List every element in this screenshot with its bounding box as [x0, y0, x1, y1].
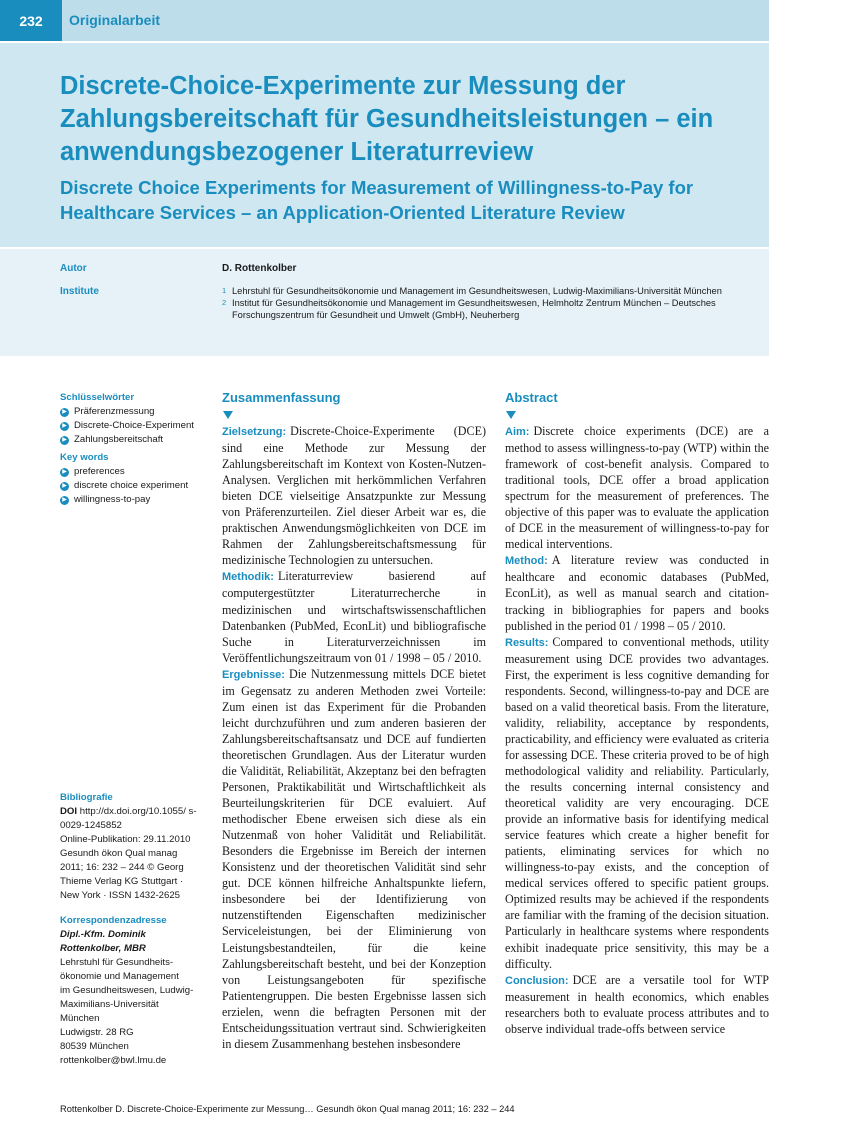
correspondence-name: Dipl.-Kfm. Dominik	[60, 929, 146, 940]
institute-number: 2	[222, 298, 227, 307]
section-text: Discrete-Choice-Experimente (DCE) sind eine Methode zur Messung der Zahlungsbereitschaft im Kontext von Kosten-Nutzen-Analysen. Verglichen mit herkömmlichen Verfahren bieten DCE vielseitige Ansatzpunkte zur Messung von Präferenzurteilen. Ziel dieser Arbeit war es, die praktischen Anwendungsmöglichkeiten von DCE im Rahmen der Zahlungsbereitschaftsmessung für medizinische Technologien zu untersuchen.	[222, 424, 486, 568]
keyword-item: ▶ Zahlungsbereitschaft	[60, 433, 210, 447]
section-text: A literature review was conducted in healthcare and economic databases (PubMed, EconLit), as well as manual search and citation-tracking in bibliographies for papers and books published in the period 01 / 1998 – 05 / 2010.	[505, 553, 769, 633]
keywords-de-heading: Schlüsselwörter	[60, 392, 135, 403]
arrow-bullet-icon: ▶	[60, 468, 69, 477]
keyword-item: ▶ Präferenzmessung	[60, 405, 210, 419]
address-line: im Gesundheitswesen, Ludwig-	[60, 985, 194, 996]
keywords-panel	[60, 391, 210, 507]
institute-item	[222, 286, 762, 298]
section-label: Originalarbeit	[69, 12, 161, 28]
author-name: D. Rottenkolber	[222, 263, 297, 274]
section-label: Method:	[505, 555, 548, 568]
address-line: Maximilians-Universität	[60, 999, 159, 1010]
title-german: Discrete-Choice-Experimente zur Messung der Zahlungsbereitschaft für Gesundheitsleistungen – ein anwendungsbezogener Literaturreview	[60, 72, 714, 166]
title-english: Discrete Choice Experiments for Measurement of Willingness-to-Pay for Healthcare Services – an Application-Oriented Literature Review	[60, 177, 694, 223]
address-line: ökonomie und Management	[60, 971, 179, 982]
section-text: Discrete choice experiments (DCE) are a method to assess willingness-to-pay (WTP) within the framework of cost-benefit analysis. Compared to traditional tools, DCE offer a broad application spectrum for the measurement of preferences. The objective of this paper was to evaluate the application of DCE in the measurement of willingness-to-pay for medical interventions.	[505, 424, 769, 552]
biblio-line: 2011; 16: 232 – 244 © Georg	[60, 862, 184, 873]
section-label: Methodik:	[222, 571, 274, 584]
institute-label: Institute	[60, 286, 99, 297]
section-text: Literaturreview basierend auf computergestützter Literaturrecherche in medizinischen und wirtschaftswissenschaftlichen Datenbanken (PubMed, EconLit) und bibliografische Suche in Literaturverzeichnissen im Veröffentlichungszeitraum von 01 / 1998 – 05 / 2010.	[222, 569, 486, 665]
author-label: Autor	[60, 263, 87, 274]
abstract-column	[505, 390, 769, 1037]
abstract-paragraph	[222, 423, 486, 1052]
email-link[interactable]: rottenkolber@bwl.lmu.de	[60, 1055, 167, 1066]
triangle-down-icon	[223, 411, 233, 419]
keyword-item: ▶ discrete choice experiment	[60, 479, 210, 493]
institute-number: 1	[222, 286, 227, 295]
address-line: 80539 München	[60, 1041, 129, 1052]
section-label: Results:	[505, 636, 549, 649]
section-label: Conclusion:	[505, 974, 569, 987]
correspondence-panel	[60, 914, 210, 1068]
bibliography-panel	[60, 791, 210, 903]
address-line: Lehrstuhl für Gesundheits-	[60, 957, 174, 968]
section-label: Aim:	[505, 426, 530, 438]
biblio-line: Online-Publikation: 29.11.2010	[60, 834, 191, 845]
keyword-item: ▶ Discrete-Choice-Experiment	[60, 419, 210, 433]
biblio-line: Gesundh ökon Qual manag	[60, 848, 178, 859]
correspondence-heading: Korrespondenzadresse	[60, 915, 167, 926]
page-number: 232	[0, 0, 62, 41]
section-label: Zielsetzung:	[222, 426, 287, 438]
abstract-paragraph	[505, 423, 769, 1037]
correspondence-name: Rottenkolber, MBR	[60, 943, 146, 954]
keywords-en-heading: Key words	[60, 452, 109, 463]
biblio-line: New York · ISSN 1432-2625	[60, 890, 180, 901]
zusammenfassung-heading: Zusammenfassung	[222, 390, 341, 405]
keyword-item: ▶ willingness-to-pay	[60, 493, 210, 507]
doi-line: DOI http://dx.doi.org/10.1055/ s-0029-1245852	[60, 806, 197, 831]
page-footer: Rottenkolber D. Discrete-Choice-Experimente zur Messung… Gesundh ökon Qual manag 2011; 16: 232 – 244	[60, 1104, 515, 1114]
section-text: DCE are a versatile tool for WTP measurement in health economics, which enables researchers both to evaluate process attributes and to observe individual trade-offs between service	[505, 972, 769, 1036]
triangle-down-icon	[506, 411, 516, 419]
arrow-bullet-icon: ▶	[60, 436, 69, 445]
arrow-bullet-icon: ▶	[60, 422, 69, 431]
institute-text: Institut für Gesundheitsökonomie und Management im Gesundheitswesen, Helmholtz Zentrum München – Deutsches Forschungszentrum für Gesundheit und Umwelt (GmbH), Neuherberg	[232, 298, 716, 320]
abstract-heading: Abstract	[505, 390, 558, 405]
keyword-item: ▶ preferences	[60, 465, 210, 479]
bibliography-heading: Bibliografie	[60, 792, 113, 803]
section-label: Ergebnisse:	[222, 668, 285, 681]
institute-text: Lehrstuhl für Gesundheitsökonomie und Management im Gesundheitswesen, Ludwig-Maximilians-Universität München	[232, 286, 722, 296]
section-text: Compared to conventional methods, utility measurement using DCE provides two advantages. First, the experiment is less cognitive demanding for respondents. Second, willingness-to-pay and DCE are based on a valid theoretical basis. From the literature, validity, reliability, acceptance by respondents, practicability, and efficiency were evaluated as criteria for assessing DCE. These criteria proved to be of high methodological validity and reliability. Particularly, the results concerning internal consistency and theoretical validity are very encouraging. DCE provide an informative basis for identifying medical service features which create a higher benefit for patients, eliminating services for which no willingness-to-pay exists, and the conception of medical services offered to specific patient groups. Optimized results may be achieved if the respondents are familiar with the framing of the decision situation. Particularly in healthcare systems where respondents exhibit inadequate price sensitivity, this may be a difficulty.	[505, 634, 769, 971]
biblio-line: Thieme Verlag KG Stuttgart ·	[60, 876, 184, 887]
arrow-bullet-icon: ▶	[60, 496, 69, 505]
arrow-bullet-icon: ▶	[60, 482, 69, 491]
institute-item	[222, 298, 762, 321]
arrow-bullet-icon: ▶	[60, 408, 69, 417]
address-line: Ludwigstr. 28 RG	[60, 1027, 134, 1038]
doi-link[interactable]: http://dx.doi.org/10.1055/ s-0029-1245852	[60, 806, 197, 831]
section-text: Die Nutzenmessung mittels DCE bietet im Gegensatz zu anderen Methoden zwei Vorteile: Zum einen ist das Experiment für die Probanden leicht durchzuführen und zum anderen basieren der Zahlungsbereitschaftsansatz und DCE auf fundierten theoretischen Grundlagen. Aus der Literatur wurden die Validität, Reliabilität, Akzeptanz bei den befragten Personen, Praktikabilität und Wirtschaftlichkeit als Beurteilungskriterien für DCE evaluiert. Auf methodischer Ebene erweisen sich diese als ein Nutzenmaß von hoher Validität und Reliabilität. Besonders die Ergebnisse im Bereich der internen Konsistenz und der theoretischen Validität sind sehr gut. DCE können hilfreiche Anhaltspunkte liefern, insbesondere bei der Identifizierung von nutzenstiftenden Eigenschaften medizinischer Serviceleistungen, bei der Eliminierung von Leistungsbestandteilen, für die keine Zahlungsbereitschaft besteht, und bei der Konzeption von Leistungsangeboten für spezifische Patientengruppen. Die besten Ergebnisse lassen sich erzielen, wenn die befragten Personen mit der Entscheidungssituation vertraut sind. Schwierigkeiten in diesem Zusammenhang bestehen insbesondere	[222, 666, 486, 1051]
zusammenfassung-column	[222, 390, 486, 1052]
address-line: München	[60, 1013, 100, 1024]
